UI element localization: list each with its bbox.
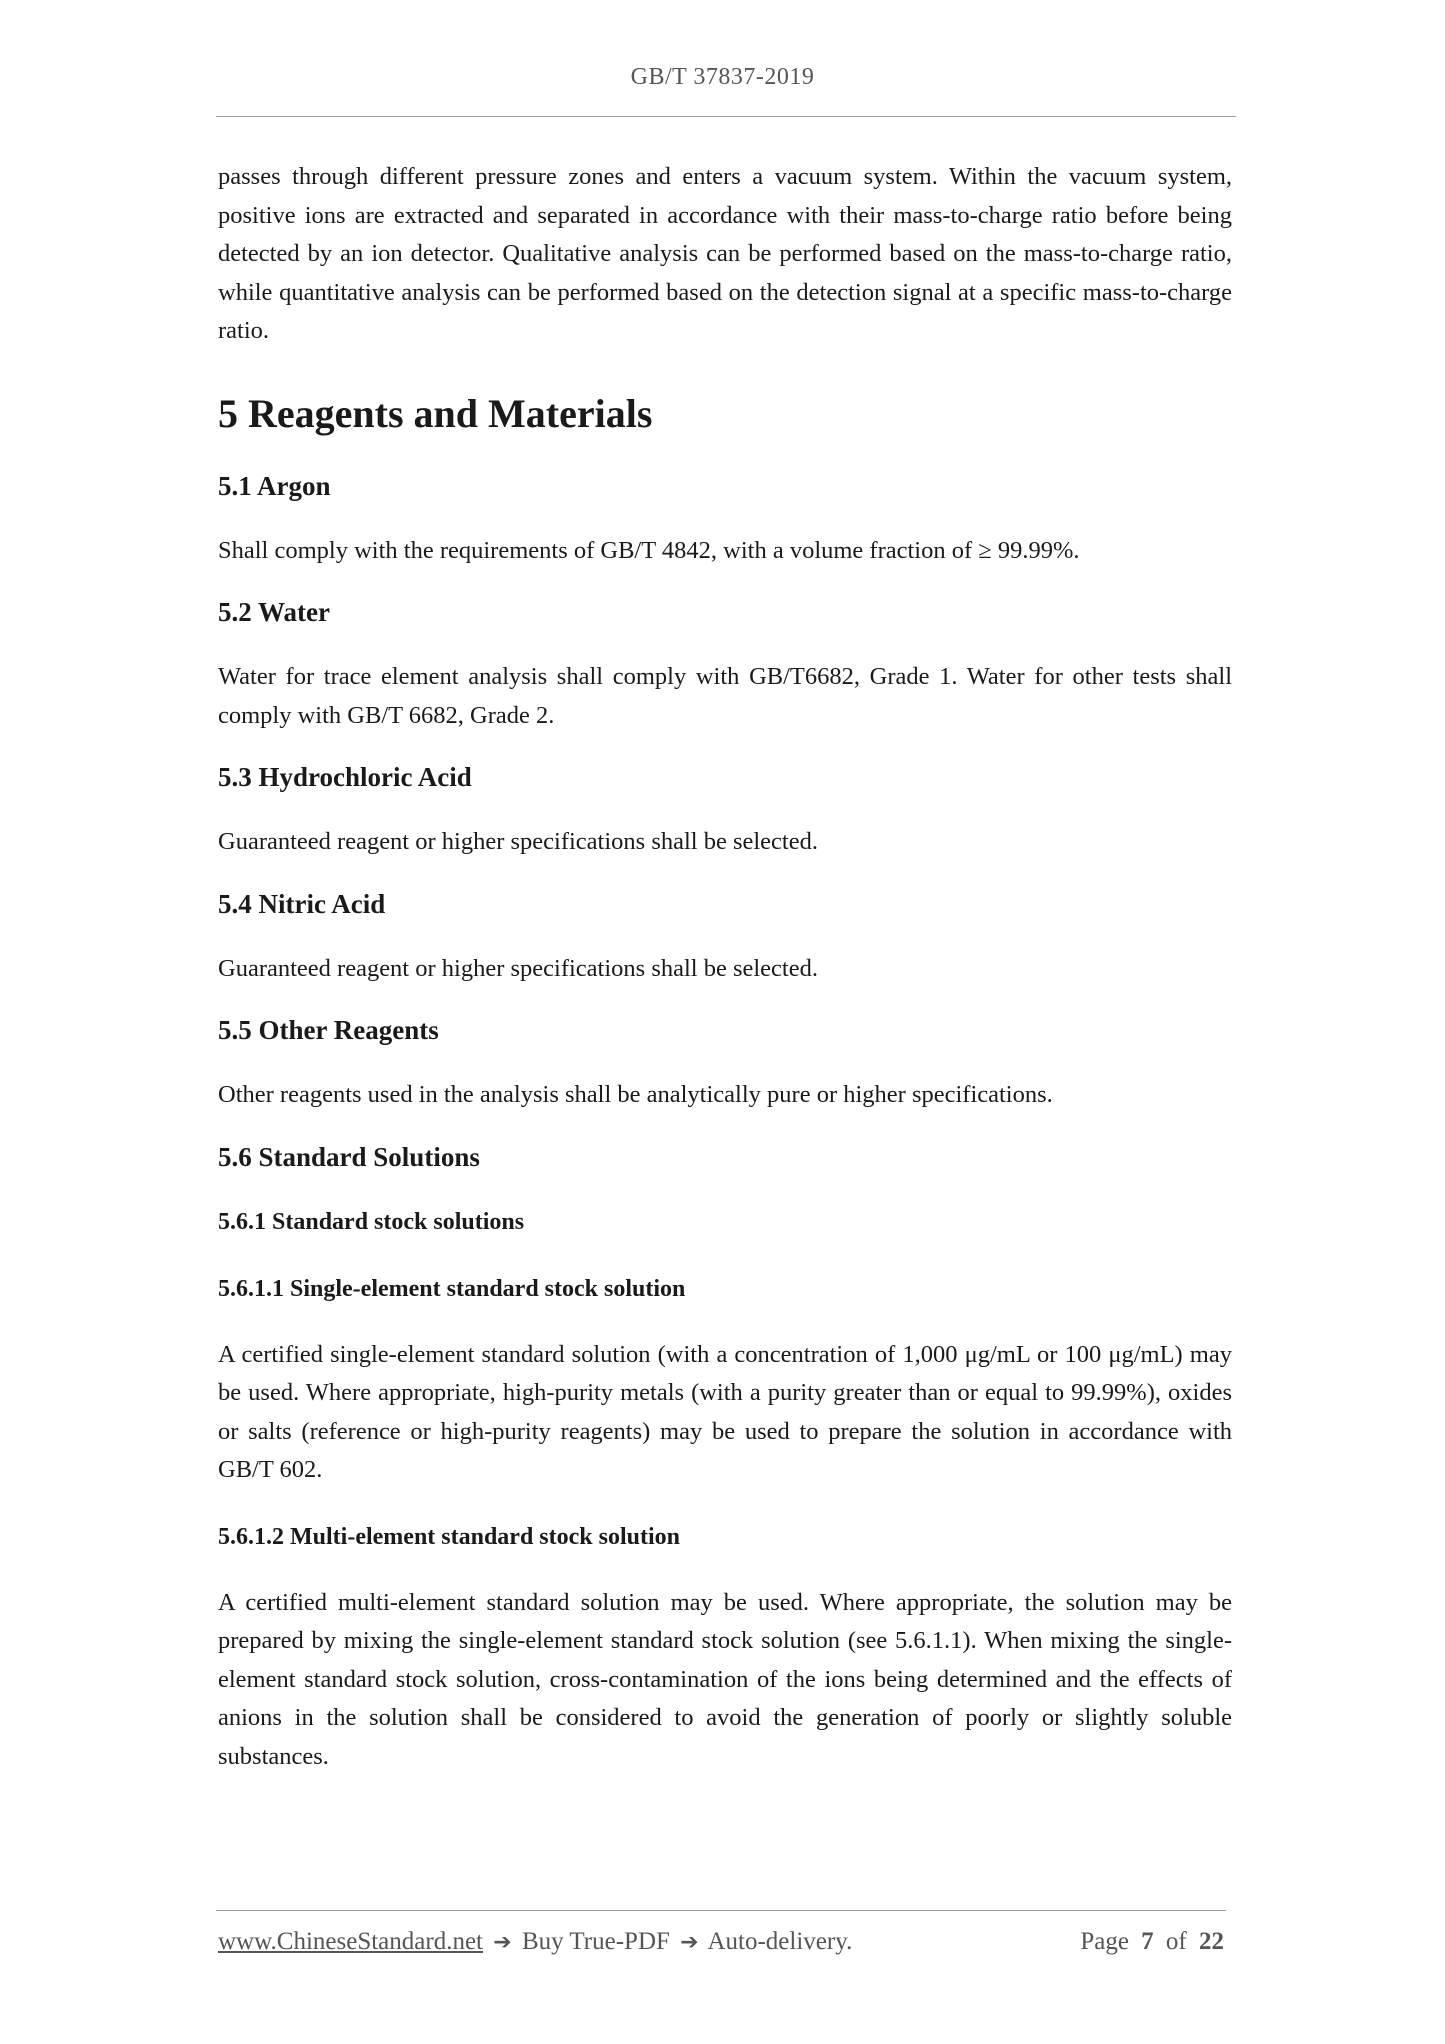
section-5-4-heading: 5.4 Nitric Acid (218, 888, 386, 919)
section-5-3-heading: 5.3 Hydrochloric Acid (218, 762, 472, 792)
page-current: 7 (1141, 1928, 1154, 1955)
section-5-4-text: Guaranteed reagent or higher specifications shall be selected. (218, 954, 818, 982)
section-5-6-1-heading: 5.6.1 Standard stock solutions (218, 1208, 525, 1235)
section-5-2-heading: 5.2 Water (218, 597, 330, 627)
right-arrow-icon: ➔ (680, 1930, 699, 1955)
section-5-heading: 5 Reagents and Materials (218, 390, 653, 436)
page-label: Page (1080, 1928, 1129, 1955)
section-5-6-1-2-text: A certified multi-element standard solution may be used. Where appropriate, the solution may be prepared by mixing the single-element standard stock solution (see 5.6.1.1). When mixing the single-element standard stock solution, cross-contamination of the ions being determined and the effects of anions in the solution shall be considered to avoid the generation of poorly or slightly soluble substances. (218, 1588, 1232, 1770)
auto-delivery-text: Auto-delivery. (707, 1928, 853, 1955)
page-indicator (1080, 1928, 1230, 1956)
buy-true-pdf-text: Buy True-PDF (521, 1928, 670, 1955)
section-5-5-text: Other reagents used in the analysis shall be analytically pure or higher specifications. (218, 1081, 1053, 1108)
right-arrow-icon: ➔ (493, 1930, 512, 1955)
header-divider (216, 116, 1236, 117)
page-footer (218, 1928, 1230, 1962)
section-5-5-heading: 5.5 Other Reagents (218, 1015, 439, 1045)
section-5-3-text: Guaranteed reagent or higher specifications shall be selected. (218, 828, 818, 855)
of-label: of (1165, 1928, 1187, 1955)
section-5-6-1-1-heading: 5.6.1.1 Single-element standard stock solution (218, 1275, 686, 1302)
section-5-6-1-2-heading: 5.6.1.2 Multi-element standard stock solution (218, 1523, 680, 1550)
footer-divider (216, 1910, 1226, 1911)
intro-paragraph: passes through different pressure zones and enters a vacuum system. Within the vacuum system, positive ions are extracted and separated in accordance with their mass-to-charge ratio before being detected by an ion detector. Qualitative analysis can be performed based on the mass-to-charge ratio, while quantitative analysis can be performed based on the detection signal at a specific mass-to-charge ratio. (218, 163, 1232, 344)
page-content (218, 158, 1232, 1776)
document-code-header: GB/T 37837-2019 (630, 64, 815, 90)
section-5-6-1-1-text: A certified single-element standard solution (with a concentration of 1,000 μg/mL or 100 μg/mL) may be used. Where appropriate, high-purity metals (with a purity greater than or equal to 99.99%), oxides or salts (reference or high-purity reagents) may be used to prepare the solution in accordance with GB/T 602. (218, 1340, 1232, 1483)
section-5-6-heading: 5.6 Standard Solutions (218, 1141, 480, 1172)
page-total: 22 (1199, 1928, 1224, 1955)
section-5-2-text: Water for trace element analysis shall comply with GB/T6682, Grade 1. Water for other tests shall comply with GB/T 6682, Grade 2. (218, 663, 1232, 729)
chinese-standard-link[interactable]: www.ChineseStandard.net (218, 1928, 483, 1955)
section-5-1-text: Shall comply with the requirements of GB/T 4842, with a volume fraction of ≥ 99.99%. (218, 536, 1080, 564)
section-5-1-heading: 5.1 Argon (218, 470, 331, 501)
